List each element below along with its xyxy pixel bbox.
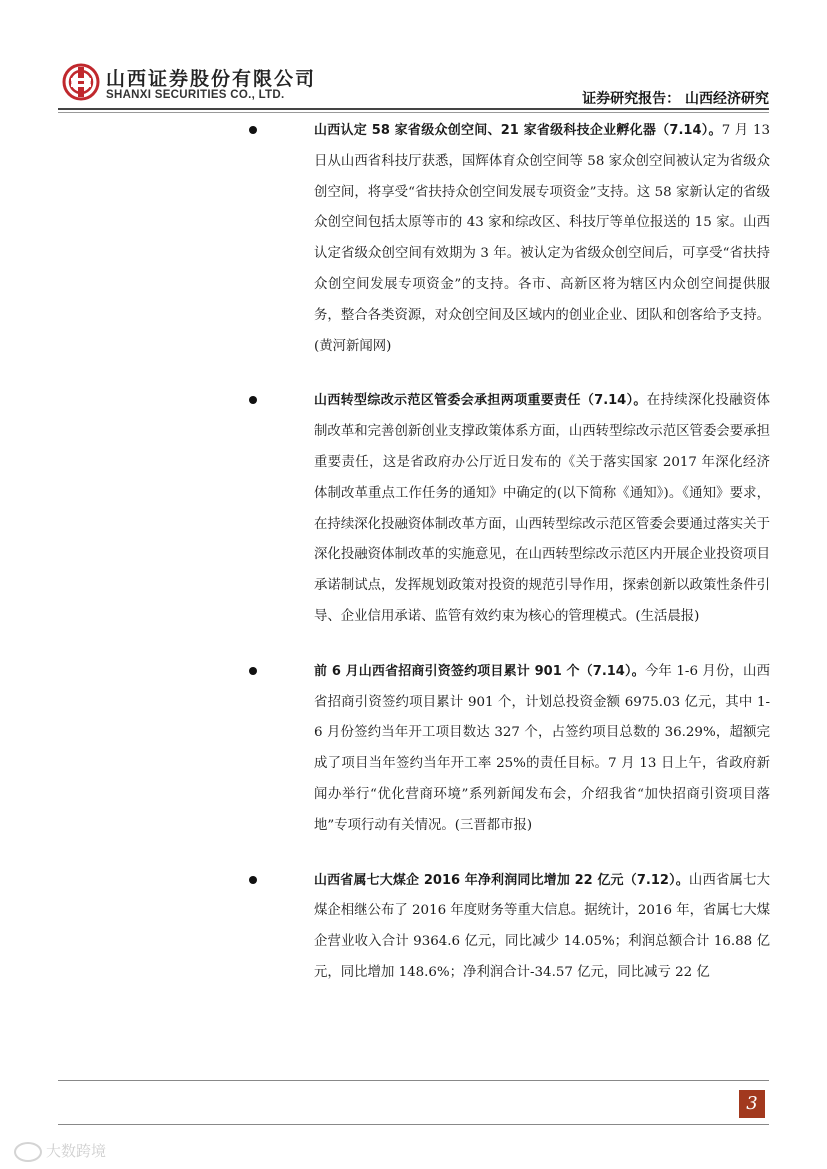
news-body: 在持续深化投融资体制改革和完善创新创业支撑政策体系方面，山西转型综改示范区管委会要承担重要责任，这是省政府办公厅近日发布的《关于落实国家 2017 年深化经济体制改革重点工作任务的通知》中确定的(以下简称《通知》)。《通知》要求，在持续深化投融资体制改革方面，山西转型综改示范区管委会要通过落实关于深化投融资体制改革的实施意见，在山西转型综改示范区内开展企业投资项目承诺制试点，发挥规划政策对投资的规范引导作用，探索创新以政策性条件引导、企业信用承诺、监管有效约束为核心的管理模式。(生活晨报) (314, 393, 771, 624)
watermark-logo-icon (14, 1142, 42, 1162)
watermark (14, 1140, 106, 1162)
shanxi-securities-logo-icon (62, 63, 100, 101)
bullet-icon (249, 126, 257, 134)
news-item (280, 386, 770, 632)
news-paragraph (280, 386, 770, 632)
company-name-en: SHANXI SECURITIES CO., LTD. (106, 89, 285, 101)
watermark-text: 大数跨境 (46, 1142, 107, 1160)
page-number-badge: 3 (739, 1090, 765, 1118)
footer-divider (58, 1080, 769, 1081)
footer-divider-bottom (58, 1124, 769, 1125)
company-name-cn: 山西证券股份有限公司 (106, 68, 317, 90)
news-headline: 山西认定 58 家省级众创空间、21 家省级科技企业孵化器（7.14）。 (314, 123, 722, 138)
news-body: 今年 1-6 月份，山西省招商引资签约项目累计 901 个，计划总投资金额 6975.03 亿元，其中 1-6 月份签约当年开工项目数达 327 个，占签约项目总数的 36.29%，超额完成了项目当年签约当年开工率 25%的责任目标。7 月 13 日上午，省政府新闻办举行“优化营商环境”系列新闻发布会，介绍我省“加快招商引资项目落地”专项行动有关情况。(三晋都市报) (314, 663, 770, 833)
bullet-icon (249, 667, 257, 675)
news-paragraph (280, 866, 770, 989)
news-body: 7 月 13 日从山西省科技厅获悉，国辉体育众创空间等 58 家众创空间被认定为省级众创空间，将享受“省扶持众创空间发展专项资金”支持。这 58 家新认定的省级众创空间包括太原等市的 43 家和综改区、科技厅等单位报送的 15 家。山西认定省级众创空间有效期为 3 年。被认定为省级众创空间后，可享受“省扶持众创空间发展专项资金”的支持。各市、高新区将为辖区内众创空间提供服务，整合各类资源，对众创空间及区域内的创业企业、团队和创客给予支持。(黄河新闻网) (314, 123, 770, 354)
news-headline: 山西省属七大煤企 2016 年净利润同比增加 22 亿元（7.12）。 (314, 872, 689, 888)
news-paragraph (280, 116, 770, 362)
news-item (280, 116, 770, 362)
news-item (280, 657, 770, 842)
news-body: 山西省属七大煤企相继公布了 2016 年度财务等重大信息。据统计，2016 年，省属七大煤企营业收入合计 9364.6 亿元，同比减少 14.05%；利润总额合计 16.88 亿元，同比增加 148.6%；净利润合计-34.57 亿元，同比减亏 22 亿 (314, 872, 771, 980)
page-header (0, 0, 827, 110)
news-paragraph (280, 657, 770, 842)
header-divider (58, 108, 769, 110)
bullet-icon (249, 876, 257, 884)
bullet-icon (249, 396, 257, 404)
report-title: 证券研究报告： 山西经济研究 (582, 91, 769, 107)
news-headline: 山西转型综改示范区管委会承担两项重要责任（7.14）。 (314, 393, 647, 409)
article-body (280, 116, 770, 1013)
header-divider-thin (58, 112, 769, 113)
news-item (280, 866, 770, 989)
news-headline: 前 6 月山西省招商引资签约项目累计 901 个（7.14）。 (314, 663, 645, 679)
